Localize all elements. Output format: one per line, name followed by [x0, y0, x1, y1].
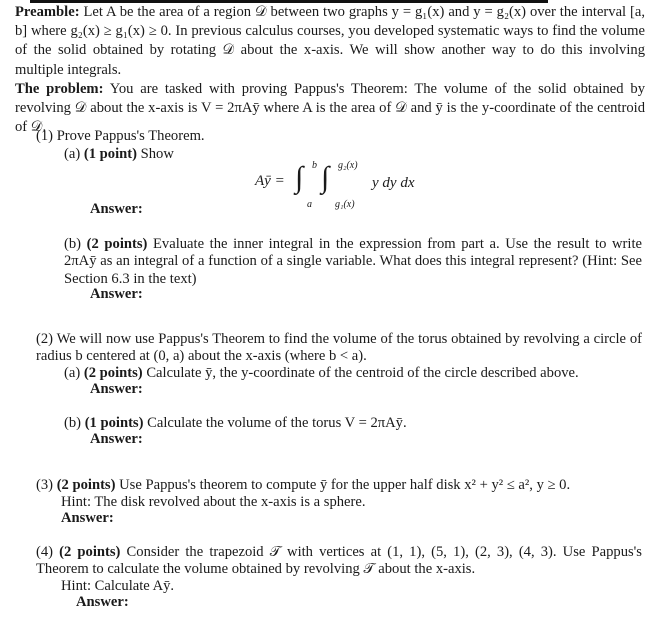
outer-upper-limit: b — [312, 160, 317, 171]
question-2b-text: Calculate the volume of the torus V = 2πAȳ. — [147, 415, 407, 431]
question-3-text: Use Pappus's theorem to compute ȳ for the upper half disk x² + y² ≤ a², y ≥ 0. — [119, 477, 571, 493]
question-4-text: Consider the trapezoid 𝒯 with vertices at (1, 1), (5, 1), (2, 3), (4, 3). Use Pappus's Theorem to calculate the volume obtained by revolving 𝒯 about the x-axis. — [36, 544, 642, 578]
question-2a-text: Calculate ȳ, the y-coordinate of the centroid of the circle described above. — [146, 365, 579, 381]
answer-2b-label: Answer: — [90, 431, 143, 447]
question-4-points: (2 points) — [59, 544, 121, 560]
answer-4-label: Answer: — [76, 594, 129, 610]
problem-label: The problem: — [15, 80, 104, 97]
answer-2a-label: Answer: — [90, 381, 143, 397]
outer-lower-limit: a — [307, 199, 312, 210]
question-1a-points: (1 point) — [83, 146, 137, 162]
question-2 — [36, 331, 642, 366]
question-4-hint: Hint: Calculate Aȳ. — [61, 578, 175, 594]
question-3-hint: Hint: The disk revolved about the x-axis is a sphere. — [61, 494, 366, 510]
question-2a-label: (a) — [64, 365, 81, 381]
answer-1a-label: Answer: — [90, 201, 143, 217]
question-2-number: (2) — [36, 331, 54, 347]
intro-section — [15, 3, 645, 137]
inner-integral-sign: ∫ — [321, 161, 330, 194]
question-1b-points: (2 points) — [86, 236, 148, 252]
question-2b-points: (1 points) — [84, 415, 144, 431]
question-1-text: Prove Pappus's Theorem. — [56, 128, 205, 144]
question-3 — [36, 477, 642, 494]
question-3-points: (2 points) — [56, 477, 116, 493]
formula-integrand: y dy dx — [372, 175, 415, 191]
question-2b-label: (b) — [64, 415, 82, 431]
question-4-number: (4) — [36, 544, 54, 560]
inner-upper-limit: g₂(x) — [338, 160, 358, 171]
question-1b-text: Evaluate the inner integral in the expression from part a. Use the result to write 2πAȳ as an integral of a function of a single variable. What does this integral represent? (Hint: See Section 6.3 in the text) — [64, 236, 642, 287]
question-1a-label: (a) — [64, 146, 81, 162]
inner-lower-limit: g₁(x) — [335, 199, 355, 210]
question-2-text: We will now use Pappus's Theorem to find the volume of the torus obtained by revolving a circle of radius b centered at (0, a) about the x-axis (where b < a). — [36, 331, 643, 365]
question-3-number: (3) — [36, 477, 54, 493]
question-4 — [36, 544, 642, 579]
preamble-paragraph — [15, 3, 645, 80]
question-2b — [64, 415, 642, 432]
question-1b — [64, 236, 642, 288]
preamble-label: Preamble: — [15, 4, 80, 20]
problem-text: You are tasked with proving Pappus's Theorem: The volume of the solid obtained by revolving 𝒟 about the x-axis is V = 2πAȳ where A is the area of 𝒟 and ȳ is the y-coordinate of the centroid of 𝒟. — [15, 80, 645, 136]
question-1 — [36, 128, 636, 145]
formula-lhs: Aȳ = — [255, 173, 285, 189]
question-1-number: (1) — [36, 128, 54, 144]
question-2a-points: (2 points) — [83, 365, 143, 381]
question-2a — [64, 365, 642, 382]
answer-1b-label: Answer: — [90, 286, 143, 302]
outer-integral-sign: ∫ — [295, 161, 304, 194]
question-1a-text: Show — [140, 146, 174, 162]
answer-3-label: Answer: — [61, 510, 114, 526]
preamble-text: Let A be the area of a region 𝒟 between two graphs y = g₁(x) and y = g₂(x) over the interval [a, b] where g₂(x) ≥ g₁(x) ≥ 0. In previous calculus courses, you developed systematic ways to find the volume of the solid obtained by rotating 𝒟 about the x-axis. We will show another way to do this involving multiple integrals. — [15, 4, 646, 78]
question-1b-label: (b) — [64, 236, 82, 252]
